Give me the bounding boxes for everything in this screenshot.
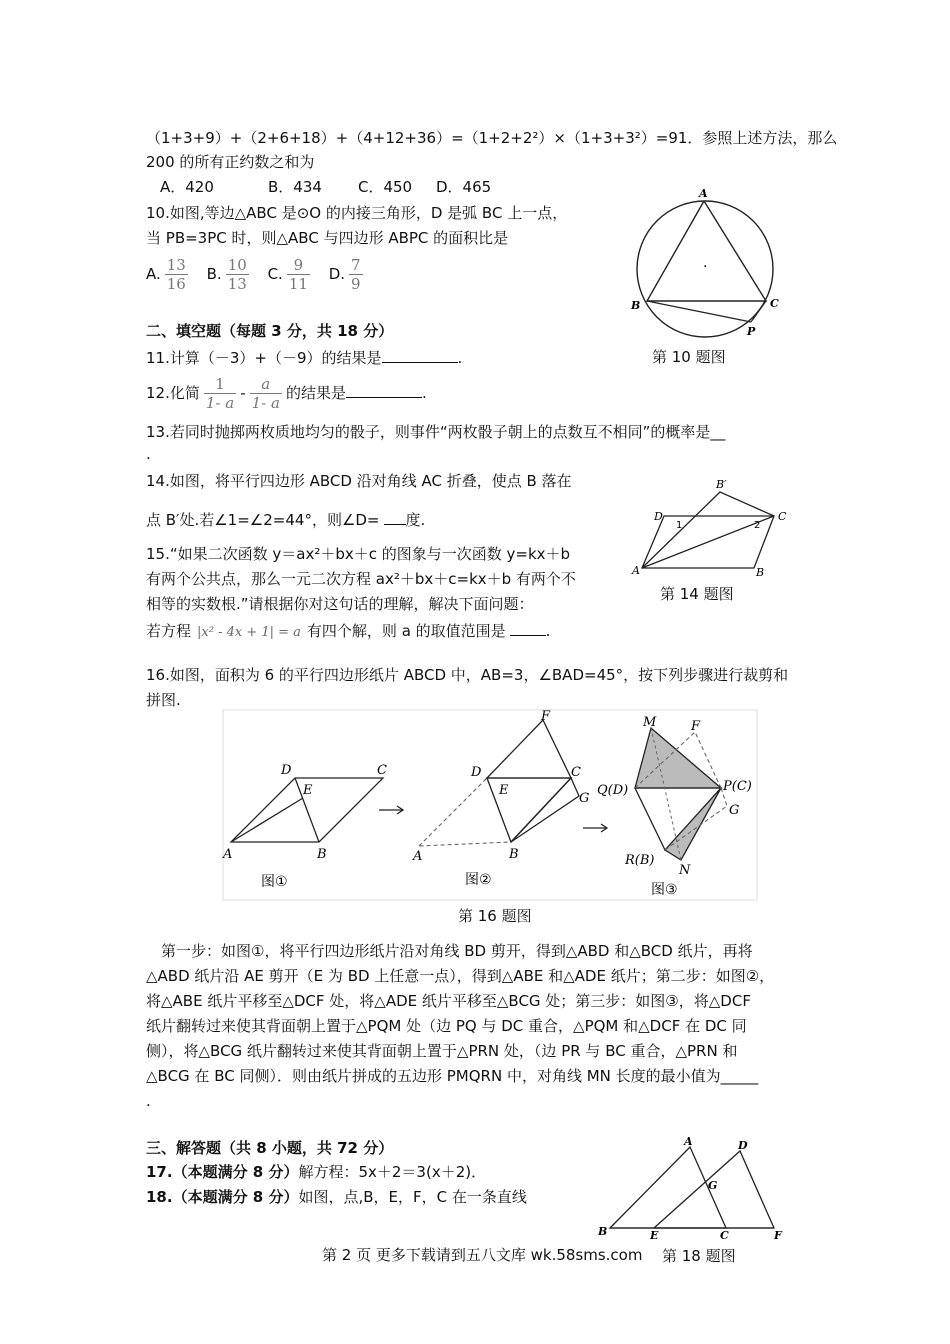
q9-option-b: B．434 — [268, 178, 322, 196]
q10-label-a: A — [699, 187, 708, 200]
q14-label-a: A — [632, 564, 640, 577]
q17-head: 17.（本题满分 8 分） — [146, 1163, 299, 1181]
q10-option-d-fraction: $\frac{7}{9}$ — [351, 256, 361, 293]
q16-fig3-label-qd: Q(D) — [597, 783, 629, 798]
q14-line2-text: 点 B′处.若∠1=∠2=44°，则∠D= — [146, 511, 380, 529]
q11-answer-blank[interactable] — [382, 346, 458, 363]
q15-line3: 相等的实数根.”请根据你对这句话的理解，解决下面问题： — [146, 595, 534, 613]
q18-label-b: B — [598, 1225, 608, 1238]
q16-fig2-label-f: F — [541, 709, 551, 724]
q12-fraction-2: $\frac{a}{1- a}$ — [251, 375, 280, 412]
q18-figure — [598, 1135, 793, 1242]
q10-option-b-fraction: $\frac{10}{13}$ — [227, 256, 247, 293]
q16-para-3: 将△ABE 纸片平移至△DCF 处，将△ADE 纸片平移至△BCG 处；第三步：如图③，将△DCF — [146, 992, 751, 1010]
q15-answer-blank[interactable] — [510, 619, 546, 636]
q10-option-c-fraction: $\frac{9}{11}$ — [288, 256, 308, 293]
q16-fig3-label-pc: P(C) — [723, 779, 752, 794]
q12-minus: - — [240, 384, 246, 402]
q10-label-c: C — [770, 297, 779, 310]
q16-fig2-label-e: E — [499, 783, 509, 798]
q13-line1: 13.若同时抛掷两枚质地均匀的骰子，则事件“两枚骰子朝上的点数互不相同”的概率是__ — [146, 423, 726, 441]
section-3-title: 三、解答题（共 8 小题，共 72 分） — [146, 1139, 394, 1157]
q9-option-a: A．420 — [160, 178, 214, 196]
q10-line-bp — [647, 301, 751, 322]
q12-fraction-1: $\frac{1}{1- a}$ — [205, 375, 235, 412]
q9-line1: （1+3+9）+（2+6+18）+（4+12+36）=（1+2+2²）×（1+3+3²）=91．参照上述方法，那么 — [146, 129, 838, 147]
q9-option-d: D．465 — [436, 178, 492, 196]
q15-line4-prefix: 若方程 — [146, 622, 192, 640]
q18-text: 如图，点,B，E，F，C 在一条直线 — [298, 1188, 527, 1206]
q10-options — [146, 252, 367, 296]
q14-figure — [628, 478, 798, 578]
q16-fig2-caption: 图② — [465, 872, 492, 888]
q15-line4-suffix: 有四个解，则 a 的取值范围是 — [306, 622, 506, 640]
q18-label-c: C — [720, 1229, 729, 1242]
q16-fig2-label-g: G — [579, 791, 590, 806]
q14-caption: 第 14 题图 — [660, 585, 734, 603]
q14-unit: 度. — [405, 511, 426, 529]
q10-line-cp — [751, 301, 766, 322]
q16-fig3-label-f: F — [691, 719, 701, 734]
q16-fig2-label-d: D — [471, 765, 482, 780]
q10-option-d-label: D. — [328, 265, 346, 283]
q16-para-7: . — [146, 1092, 151, 1110]
q10-option-c-label: C. — [267, 265, 283, 283]
q14-angle-2: 2 — [754, 520, 761, 531]
q16-para-5: 侧），将△BCG 纸片翻转过来使其背面朝上置于△PRN 处，（边 PR 与 BC 重合，△PRN 和 — [146, 1042, 738, 1060]
q18-caption: 第 18 题图 — [662, 1247, 736, 1265]
q10-option-a-label: A. — [146, 265, 161, 283]
q10-line1: 10.如图,等边△ABC 是⊙O 的内接三角形，D 是弧 BC 上一点， — [146, 204, 568, 222]
q16-fig2-label-b: B — [509, 847, 519, 862]
q12: 12.化简 $\frac{1}{1- a}$ - $\frac{a}{1- a}$ 的结果是 . — [146, 375, 427, 412]
q16-fig1-label-a: A — [223, 847, 233, 862]
q16-fig1-label-c: C — [377, 763, 387, 778]
q16-para-1: 第一步：如图①，将平行四边形纸片沿对角线 BD 剪开，得到△ABD 和△BCD 纸片，再将 — [146, 942, 753, 960]
q10-line2: 当 PB=3PC 时，则△ABC 与四边形 ABPC 的面积比是 — [146, 229, 509, 247]
q14-label-b: B — [756, 566, 765, 579]
q14-label-b-prime: B′ — [716, 478, 727, 491]
q11: 11.计算（－3）+（－9）的结果是 . — [146, 346, 462, 368]
q18 — [146, 1187, 527, 1207]
q16-para-2: △ABD 纸片沿 AE 剪开（E 为 BD 上任意一点），得到△ABE 和△ADE 纸片；第二步：如图②， — [146, 967, 775, 985]
q10-center-dot: · — [703, 259, 708, 275]
q15-line4: 若方程 |x² - 4x + 1| = a 有四个解，则 a 的取值范围是 . — [146, 619, 550, 643]
q18-label-g: G — [708, 1179, 718, 1192]
q16-fig3-caption: 图③ — [651, 882, 678, 898]
q12-prefix: 12.化简 — [146, 384, 200, 402]
q10-figure — [625, 185, 795, 345]
q13-line2: . — [146, 445, 151, 463]
q18-label-f: F — [774, 1229, 782, 1242]
q16-para-6: △BCG 在 BC 同侧）．则由纸片拼成的五边形 PMQRN 中，对角线 MN 长度的最小值为_____ — [146, 1067, 759, 1085]
q14-label-d: D — [654, 510, 663, 523]
q17-text: 解方程：5x＋2＝3(x＋2)． — [298, 1163, 487, 1181]
q11-text: 11.计算（－3）+（－9）的结果是 — [146, 349, 382, 367]
section-2-title: 二、填空题（每题 3 分，共 18 分） — [146, 322, 394, 340]
q16-caption: 第 16 题图 — [458, 907, 532, 925]
q18-label-d: D — [738, 1139, 748, 1152]
q15-line1: 15.“如果二次函数 y＝ax²＋bx＋c 的图象与一次函数 y=kx＋b — [146, 545, 571, 563]
q18-label-e: E — [650, 1229, 659, 1242]
q9-option-c: C．450 — [358, 178, 413, 196]
q16-fig3-label-m: M — [643, 715, 657, 730]
q16-fig3-label-rb: R(B) — [625, 853, 655, 868]
q14-label-c: C — [778, 510, 787, 523]
q16-fig1-label-b: B — [317, 847, 327, 862]
q16-figure — [223, 710, 757, 900]
q16-fig1-caption: 图① — [261, 874, 288, 890]
q10-option-b-label: B. — [206, 265, 222, 283]
q16-fig3-label-g: G — [729, 803, 740, 818]
q12-answer-blank[interactable] — [346, 381, 422, 398]
q12-suffix: 的结果是 — [285, 384, 346, 402]
q14-line2 — [146, 508, 425, 530]
q14-angle-1: 1 — [676, 520, 683, 531]
q15-line2: 有两个公共点，那么一元二次方程 ax²＋bx＋c=kx＋b 有两个不 — [146, 570, 576, 588]
q16-line2: 拼图. — [146, 691, 181, 709]
q10-option-a-fraction: $\frac{13}{16}$ — [166, 256, 186, 293]
q16-fig1-label-d: D — [281, 763, 292, 778]
q15-equation: |x² - 4x + 1| = a — [197, 625, 301, 640]
q16-fig1-label-e: E — [303, 783, 313, 798]
q16-para-4: 纸片翻转过来使其背面朝上置于△PQM 处（边 PQ 与 DC 重合，△PQM 和△DCF 在 DC 同 — [146, 1017, 747, 1035]
q9-line2: 200 的所有正约数之和为 — [146, 153, 315, 171]
q18-label-a: A — [684, 1135, 693, 1148]
q10-label-p: P — [747, 325, 756, 338]
q17 — [146, 1162, 486, 1182]
page-footer: 第 2 页 更多下载请到五八文库 wk.58sms.com — [322, 1246, 643, 1264]
q14-line1: 14.如图，将平行四边形 ABCD 沿对角线 AC 折叠，使点 B 落在 — [146, 472, 572, 490]
q16-fig2-label-c: C — [571, 765, 581, 780]
q14-answer-blank[interactable] — [384, 508, 406, 525]
q16-fig3-label-n: N — [679, 863, 691, 878]
q16-line1: 16.如图，面积为 6 的平行四边形纸片 ABCD 中，AB=3，∠BAD=45°，按下列步骤进行裁剪和 — [146, 666, 789, 684]
q16-fig2-label-a: A — [413, 849, 423, 864]
q18-head: 18.（本题满分 8 分） — [146, 1188, 299, 1206]
q10-caption: 第 10 题图 — [652, 348, 726, 366]
q10-label-b: B — [631, 299, 641, 312]
